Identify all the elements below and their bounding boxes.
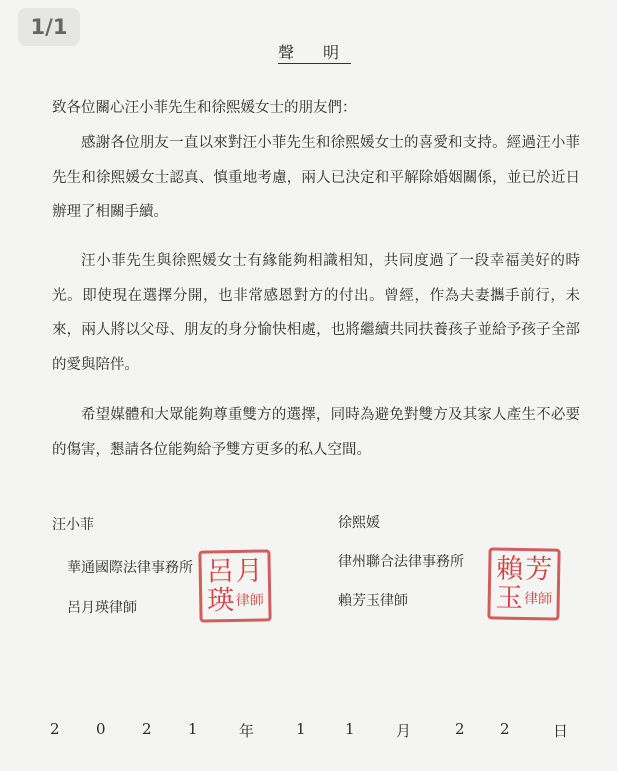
page-indicator-badge: 1/1 [18, 8, 80, 46]
seal-char: 呂 [206, 556, 235, 588]
right-lawyer: 賴芳玉律師 [338, 593, 408, 609]
date-year-digit: 0 [96, 720, 106, 738]
right-law-firm: 律州聯合法律事務所 [338, 554, 464, 570]
paragraph-1: 感謝各位朋友一直以來對汪小菲先生和徐熙媛女士的喜愛和支持。經過汪小菲先生和徐熙媛女士認真、慎重地考慮，兩人已決定和平解除婚姻關係，並已於近日辦理了相關手續。 [52, 135, 580, 220]
date-year-digit: 1 [188, 720, 198, 738]
seal-char: 芳 [524, 554, 553, 586]
left-lawyer: 呂月瑛律師 [67, 600, 137, 616]
seal-char: 律師 [524, 590, 553, 607]
left-lawyer-seal [198, 549, 271, 622]
date-month-unit: 月 [396, 722, 412, 740]
seal-char: 月 [235, 555, 264, 587]
left-law-firm: 華通國際法律事務所 [67, 560, 193, 576]
seal-char: 律師 [235, 592, 264, 609]
date-day-unit: 日 [553, 722, 569, 740]
document-date [0, 720, 617, 742]
left-signatory-name: 汪小菲 [52, 517, 94, 533]
date-month-digit: 1 [345, 720, 355, 738]
paragraph-3: 希望媒體和大眾能夠尊重雙方的選擇，同時為避免對雙方及其家人產生不必要的傷害，懇請各位能夠給予雙方更多的私人空間。 [52, 407, 580, 458]
date-day-digit: 2 [455, 720, 465, 738]
date-month-digit: 1 [296, 720, 306, 738]
seal-char: 賴 [495, 553, 524, 585]
document-title [0, 40, 617, 63]
date-day-digit: 2 [500, 720, 510, 738]
right-lawyer-seal [487, 547, 560, 620]
right-signatory-name: 徐熙媛 [338, 515, 380, 531]
salutation: 致各位關心汪小菲先生和徐熙媛女士的朋友們： [52, 100, 357, 116]
date-year-digit: 2 [50, 720, 60, 738]
seal-char: 瑛 [206, 585, 235, 617]
document-title-text: 聲 明 [277, 43, 352, 62]
seal-char: 玉 [495, 582, 524, 614]
paragraph-2: 汪小菲先生與徐熙媛女士有緣能夠相識相知，共同度過了一段幸福美好的時光。即使現在選擇分開，也非常感恩對方的付出。曾經，作為夫妻攜手前行，未來，兩人將以父母、朋友的身分愉快相處，也將繼續共同扶養孩子並給予孩子全部的愛與陪伴。 [52, 253, 580, 373]
date-year-digit: 2 [142, 720, 152, 738]
date-year-unit: 年 [239, 722, 255, 740]
